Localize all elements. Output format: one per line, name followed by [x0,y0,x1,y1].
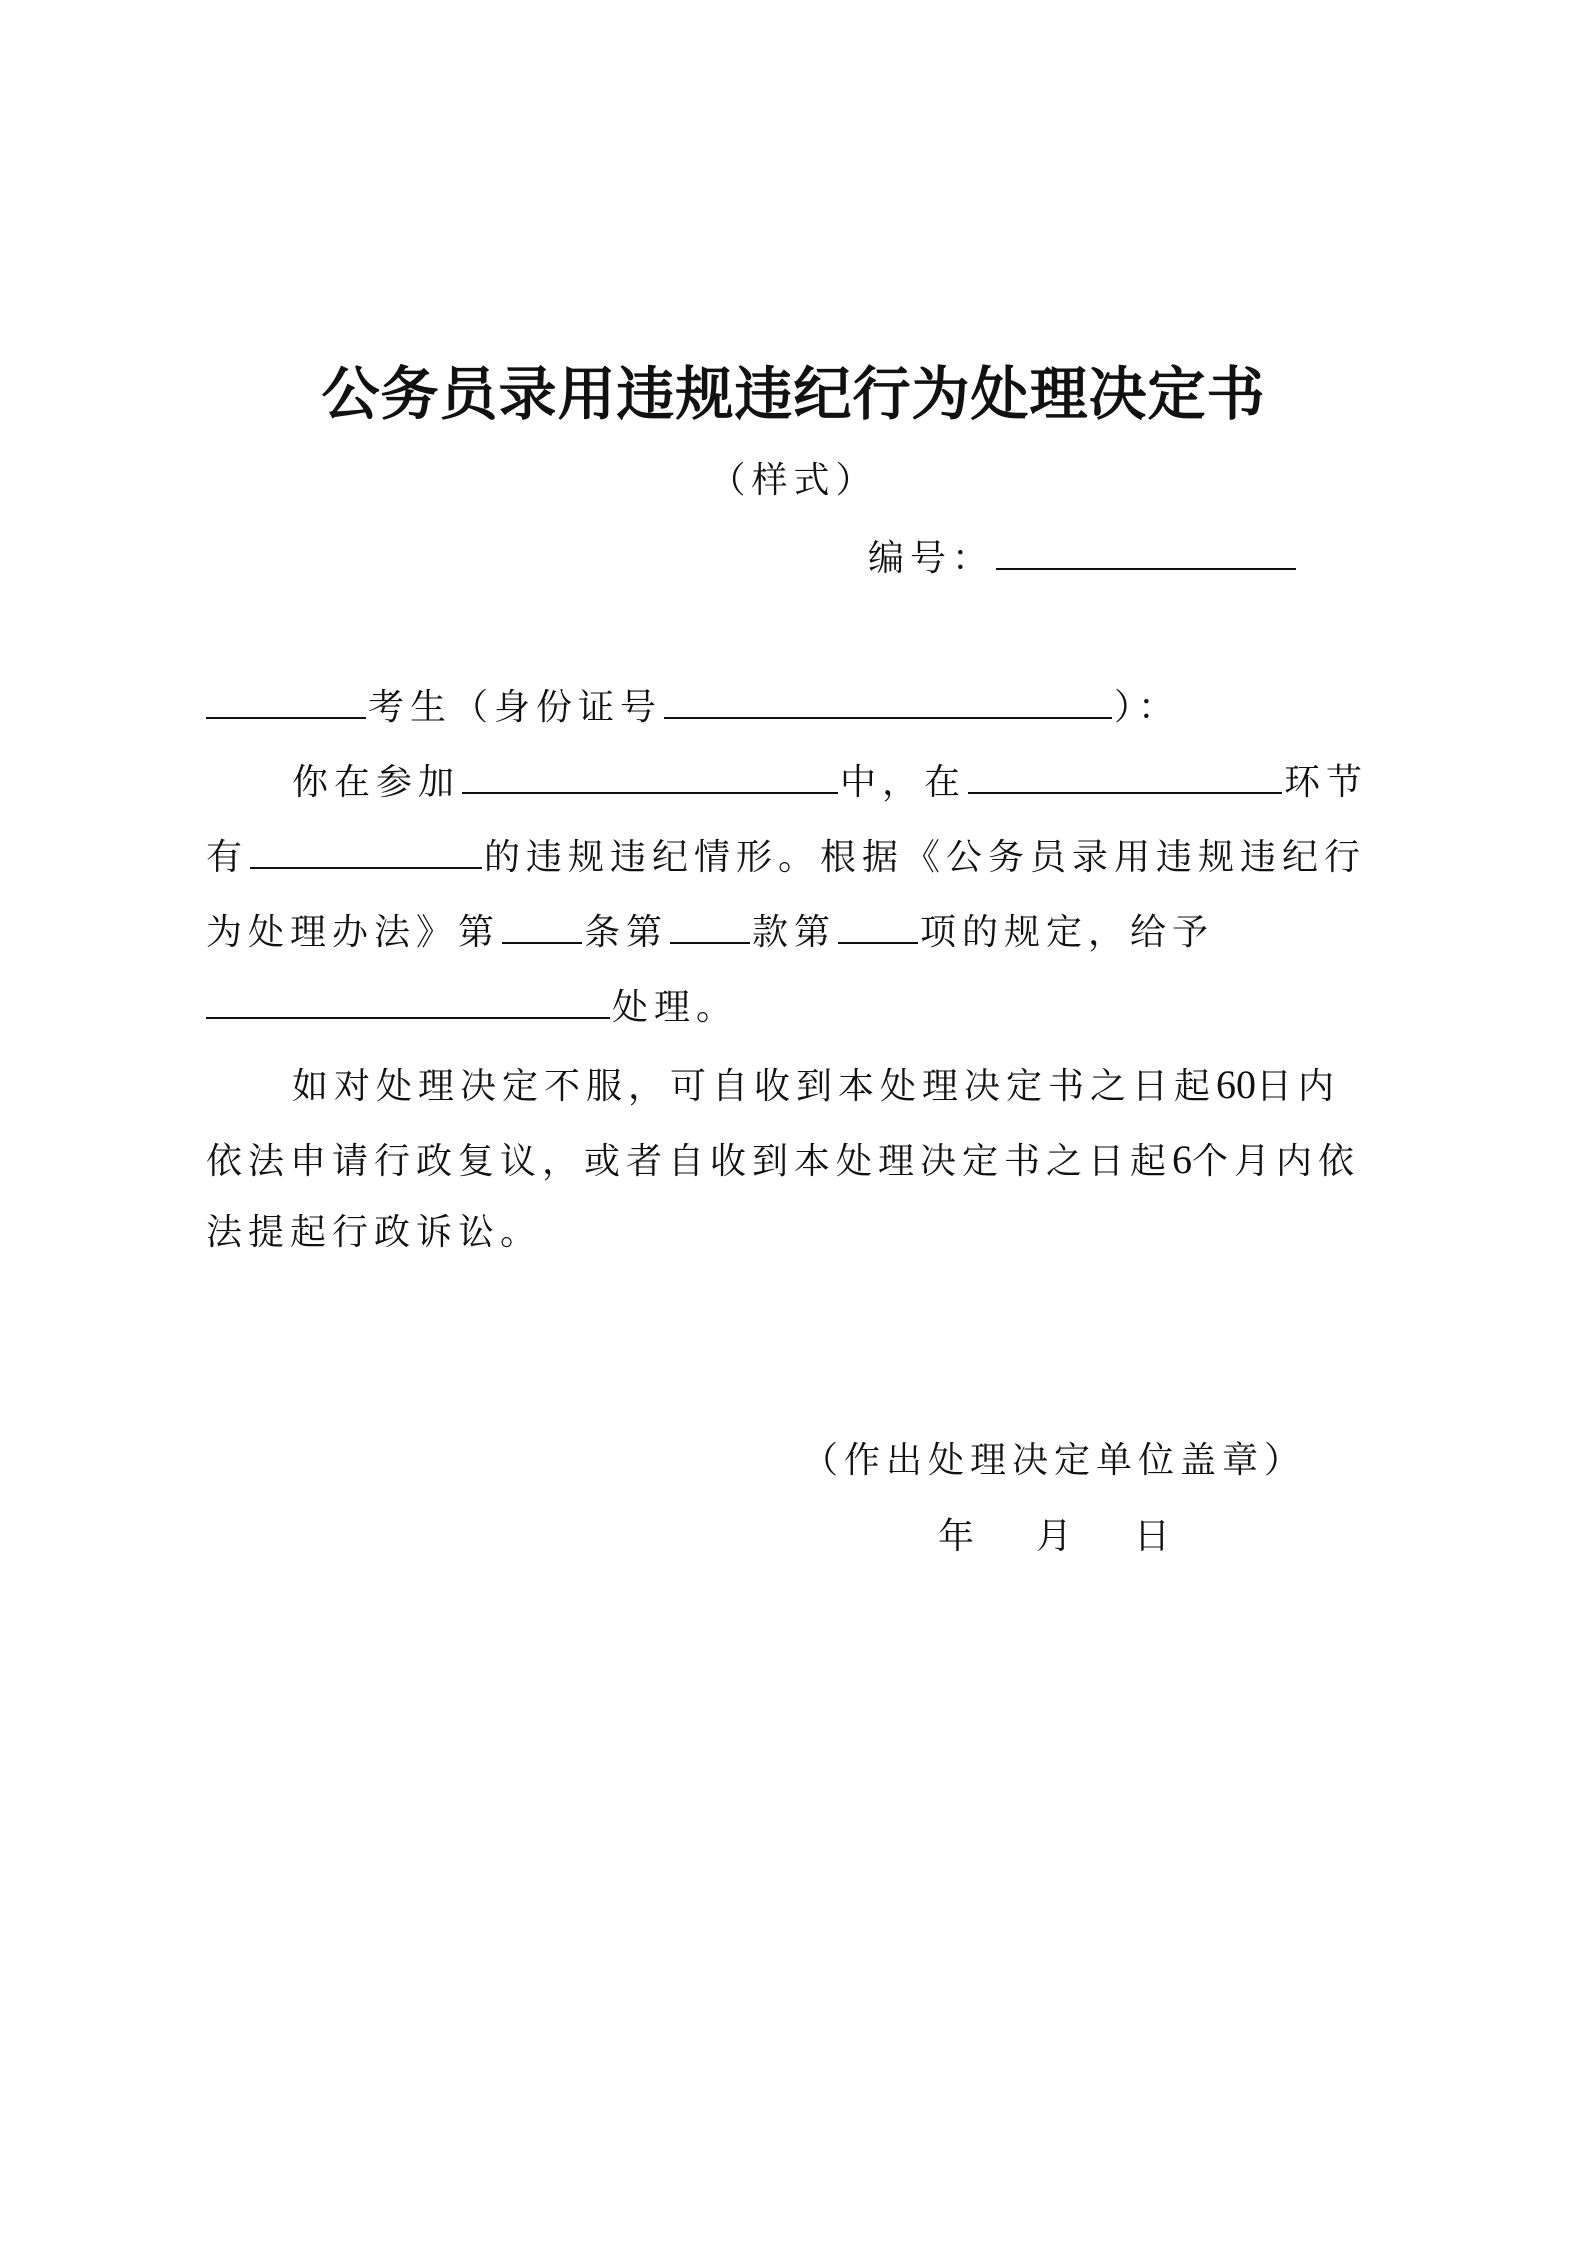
para1-text: 的违规违纪情形。根据《公务员录用违规违纪行 [484,837,1367,878]
serial-number-line [868,530,1298,581]
document-subtitle: （样式） [709,460,878,501]
para1-line4 [206,987,739,1028]
para2-line1 [292,1062,1341,1107]
para2-text: 法提起行政诉讼。 [206,1212,543,1253]
id-number-blank[interactable] [664,716,1112,719]
document-title: 公务员录用违规违纪行为处理决定书 [321,360,1266,428]
article-blank[interactable] [502,941,582,944]
para2-line3 [206,1212,543,1253]
addressee-line [206,687,1181,728]
stamp-label: （作出处理决定单位盖章） [802,1440,1307,1481]
serial-number-blank[interactable] [996,567,1296,570]
item-blank[interactable] [838,941,918,944]
date-day: 日 [1134,1516,1171,1557]
para2-text: 个月内依 [1192,1141,1361,1182]
para1-text: 条第 [584,912,669,953]
date-line [938,1508,1170,1559]
exam-stage-blank[interactable] [968,791,1282,794]
serial-number-label: 编号： [868,538,995,579]
para1-line2 [206,837,1367,878]
para1-text: 为处理办法》第 [206,912,501,953]
candidate-name-blank[interactable] [206,716,366,719]
addressee-close: ）： [1114,687,1181,728]
date-month: 月 [1036,1516,1073,1557]
para1-text: 你在参加 [292,762,461,803]
para2-text: 依法申请行政复议，或者自收到本处理决定书之日起 [206,1141,1173,1182]
violation-blank[interactable] [250,866,482,869]
para1-text: 处理。 [612,987,739,1028]
para1-line3 [206,912,1215,953]
para1-text: 中，在 [840,762,967,803]
para1-text: 有 [206,837,249,878]
clause-blank[interactable] [670,941,750,944]
para2-text: 如对处理决定不服，可自收到本处理决定书之日起 [292,1066,1217,1107]
para1-line1 [292,762,1369,803]
para1-text: 款第 [752,912,837,953]
addressee-suffix: 考生（身份证号 [368,687,663,728]
penalty-blank[interactable] [206,1016,610,1019]
days-number: 60 [1216,1062,1257,1107]
para2-line2 [206,1137,1361,1182]
exam-name-blank[interactable] [462,791,838,794]
para2-text: 日内 [1256,1066,1341,1107]
months-number: 6 [1172,1137,1193,1182]
para1-text: 项的规定，给予 [920,912,1215,953]
para1-text: 环节 [1284,762,1369,803]
date-year: 年 [938,1516,975,1557]
